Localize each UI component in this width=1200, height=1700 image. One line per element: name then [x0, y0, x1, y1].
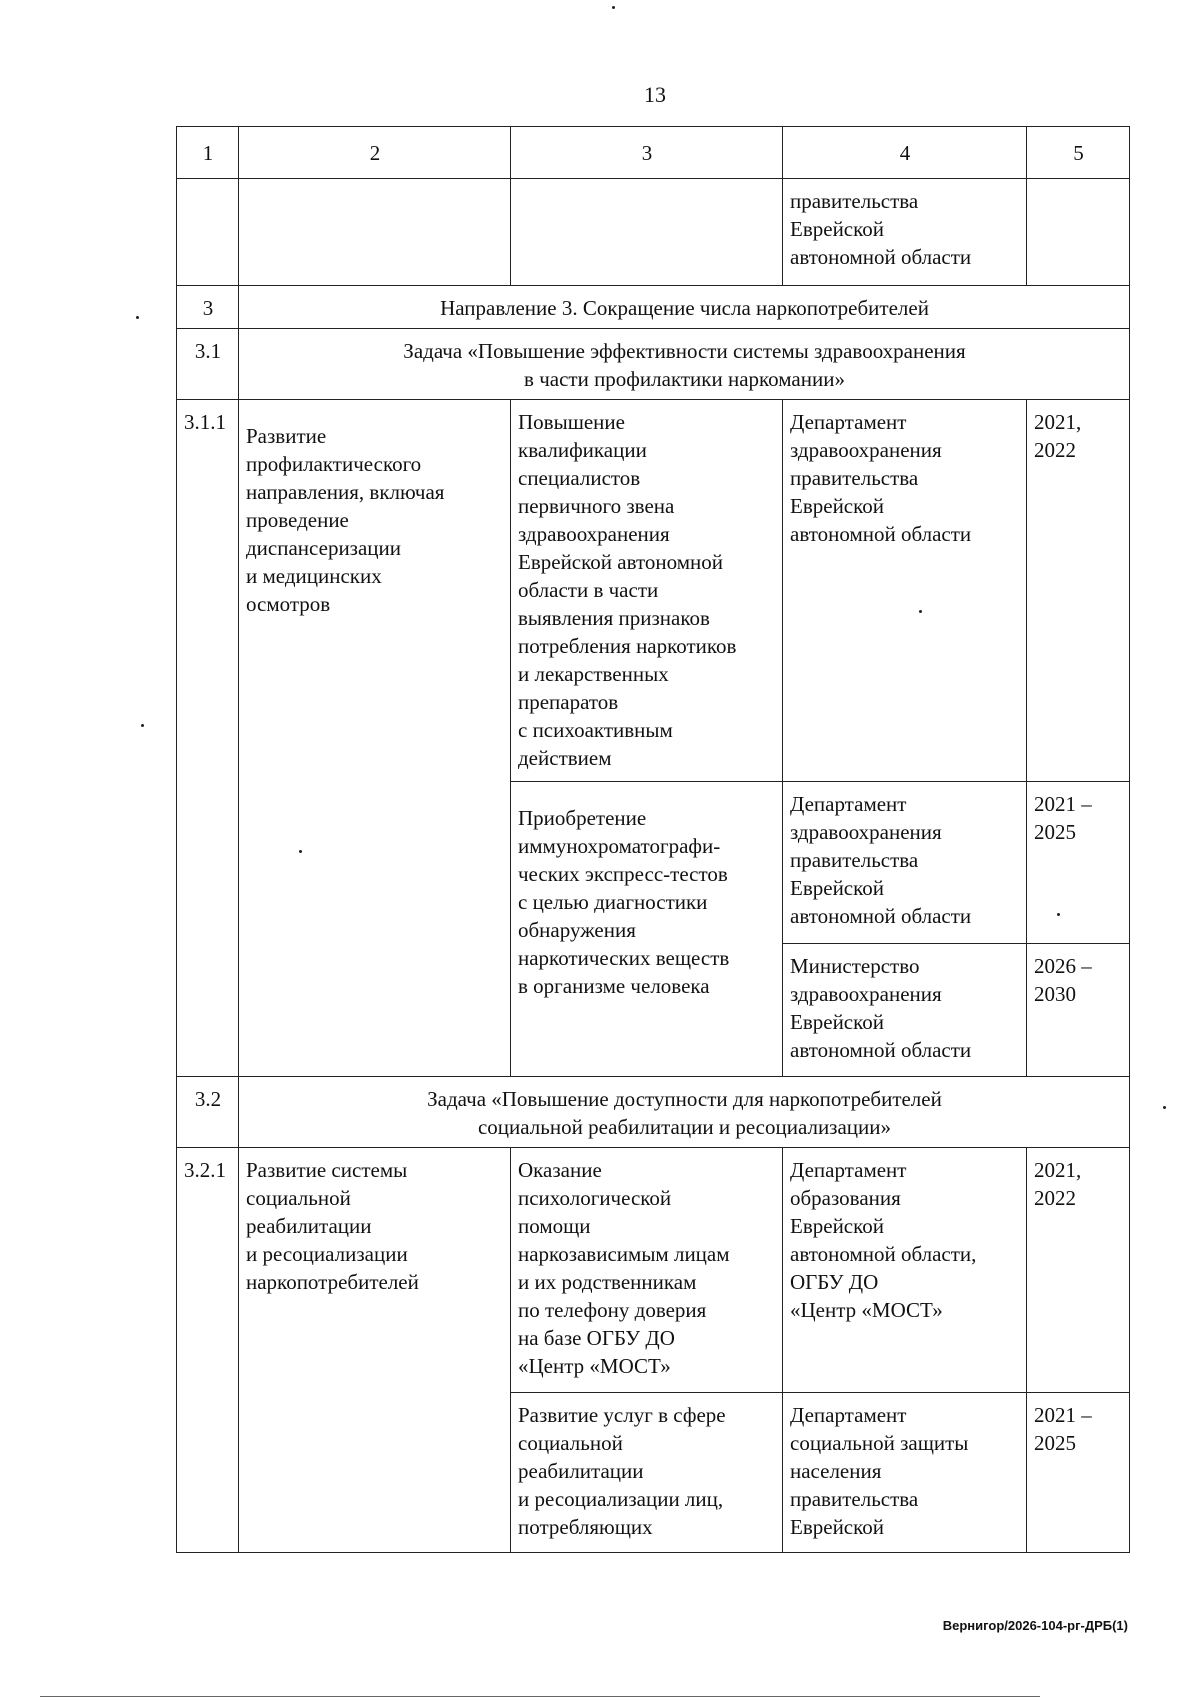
continuation-cell-3	[511, 179, 783, 286]
measure-executor: Департамент здравоохранения правительства Еврейской автономной области	[783, 782, 1027, 944]
direction-row	[177, 286, 1130, 329]
item-name: Развитие профилактического направления, включая проведение диспансеризации и медицинских осмотров	[239, 400, 511, 1077]
continuation-cell-5	[1027, 179, 1130, 286]
scan-speck	[1057, 913, 1060, 916]
header-cell-4: 4	[783, 127, 1027, 179]
measure-period: 2021 – 2025	[1027, 1393, 1130, 1553]
page-number: 13	[644, 82, 666, 107]
task-row-3-2	[177, 1077, 1130, 1148]
task-number: 3.1	[177, 329, 239, 400]
measure-description: Приобретение иммунохроматографи- ческих экспресс-тестов с целью диагностики обнаружения наркотических веществ в организме человека	[511, 782, 783, 1077]
item-number: 3.2.1	[177, 1148, 239, 1553]
continuation-cell-2	[239, 179, 511, 286]
continuation-cell-1	[177, 179, 239, 286]
task-title: Задача «Повышение эффективности системы здравоохранения в части профилактики наркомании»	[239, 329, 1130, 400]
continuation-executor: правительства Еврейской автономной области	[783, 179, 1027, 286]
header-cell-1: 1	[177, 127, 239, 179]
scan-speck	[1163, 1106, 1166, 1109]
program-measures-table	[176, 126, 1130, 1553]
measure-executor: Департамент здравоохранения правительства Еврейской автономной области	[783, 400, 1027, 782]
scan-speck	[919, 610, 922, 613]
scan-speck	[612, 6, 615, 9]
task-title: Задача «Повышение доступности для наркопотребителей социальной реабилитации и ресоциализации»	[239, 1077, 1130, 1148]
measure-period: 2021 – 2025	[1027, 782, 1130, 944]
document-registration-code: Вернигор/2026-104-рг-ДРБ(1)	[942, 1618, 1128, 1633]
scan-speck	[299, 850, 302, 853]
item-row-3-1-1	[177, 400, 1130, 782]
measure-description: Оказание психологической помощи наркозависимым лицам и их родственникам по телефону доверия на базе ОГБУ ДО «Центр «МОСТ»	[511, 1148, 783, 1393]
item-name: Развитие системы социальной реабилитации и ресоциализации наркопотребителей	[239, 1148, 511, 1553]
header-cell-2: 2	[239, 127, 511, 179]
measure-period: 2021, 2022	[1027, 400, 1130, 782]
header-cell-3: 3	[511, 127, 783, 179]
continuation-row	[177, 179, 1130, 286]
direction-number: 3	[177, 286, 239, 329]
table-header-row	[177, 127, 1130, 179]
header-cell-5: 5	[1027, 127, 1130, 179]
item-number: 3.1.1	[177, 400, 239, 1077]
scan-speck	[141, 724, 144, 727]
scan-speck	[136, 316, 139, 319]
measure-executor: Департамент социальной защиты населения правительства Еврейской	[783, 1393, 1027, 1553]
measure-executor: Министерство здравоохранения Еврейской автономной области	[783, 944, 1027, 1077]
direction-title: Направление 3. Сокращение числа наркопотребителей	[239, 286, 1130, 329]
measure-description: Повышение квалификации специалистов первичного звена здравоохранения Еврейской автономной области в части выявления признаков потребления наркотиков и лекарственных препаратов с психоактивным действием	[511, 400, 783, 782]
item-row-3-2-1	[177, 1148, 1130, 1393]
measure-period: 2021, 2022	[1027, 1148, 1130, 1393]
task-number: 3.2	[177, 1077, 239, 1148]
measure-description: Развитие услуг в сфере социальной реабилитации и ресоциализации лиц, потребляющих	[511, 1393, 783, 1553]
measure-executor: Департамент образования Еврейской автономной области, ОГБУ ДО «Центр «МОСТ»	[783, 1148, 1027, 1393]
scan-edge-line	[40, 1696, 1040, 1697]
task-row-3-1	[177, 329, 1130, 400]
measure-period: 2026 – 2030	[1027, 944, 1130, 1077]
